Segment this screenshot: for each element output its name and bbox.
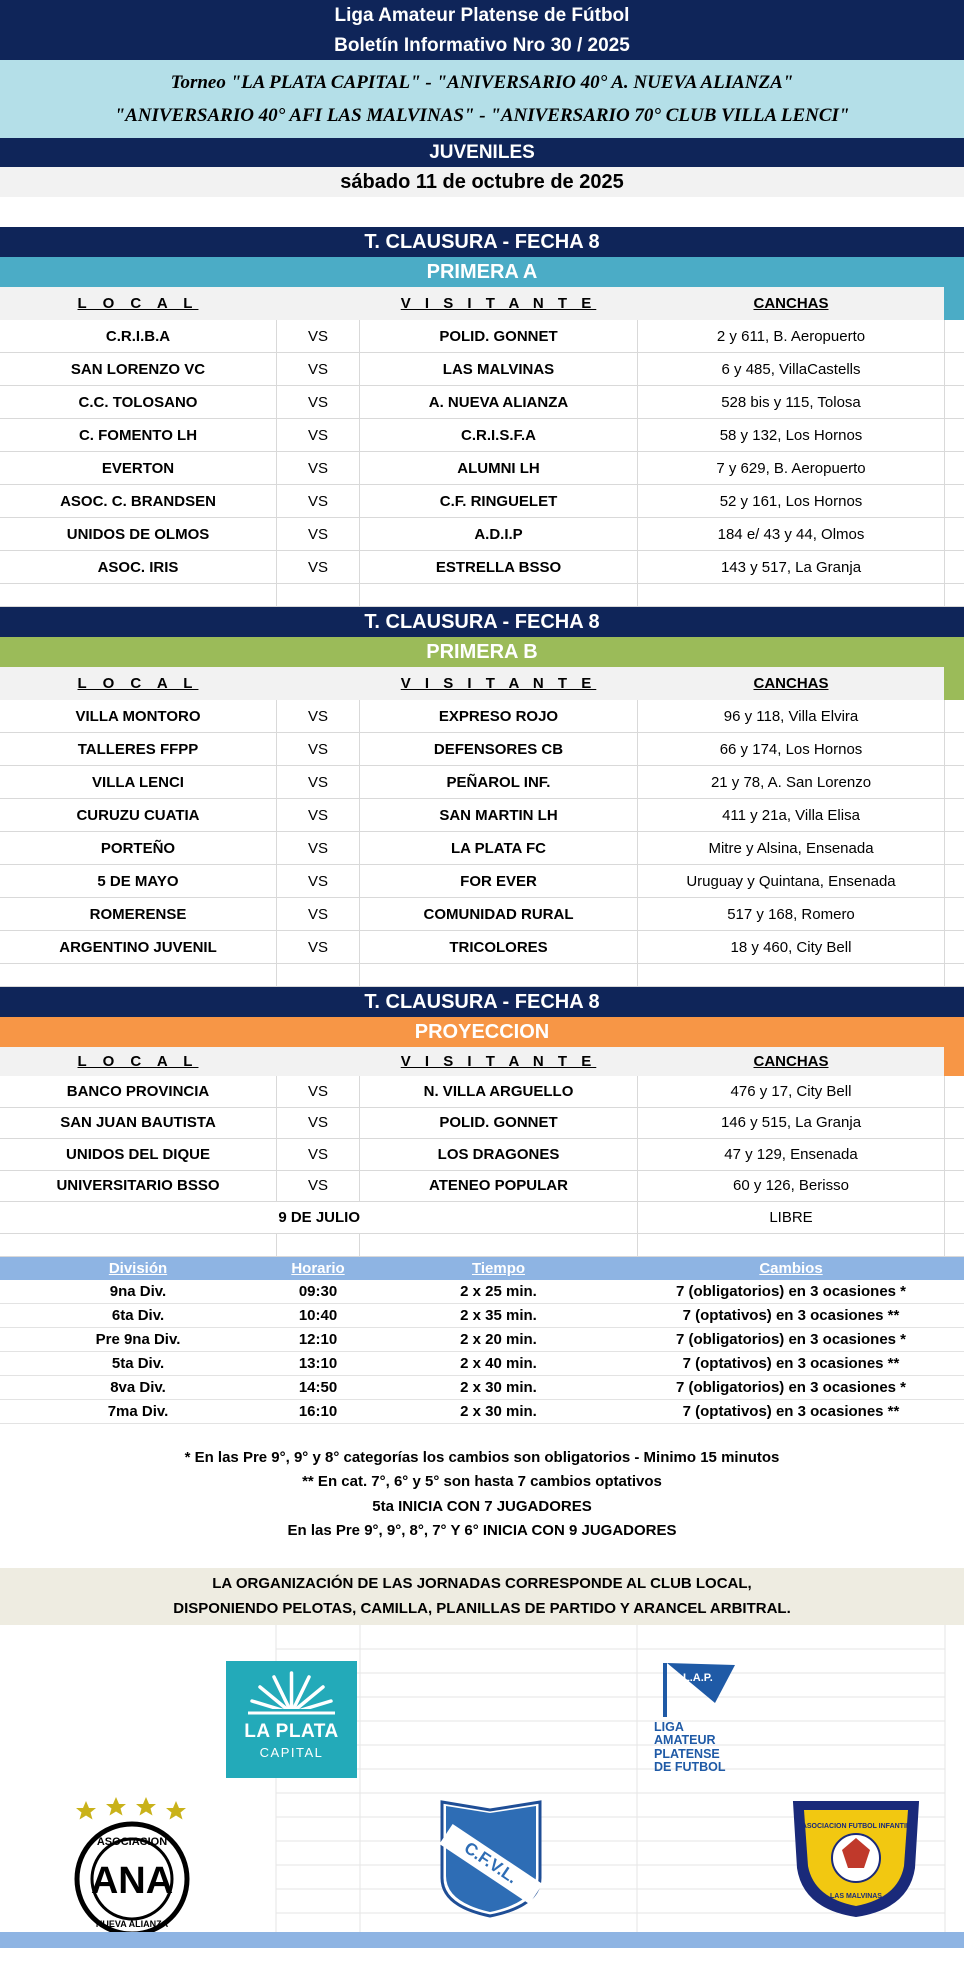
- logos-area: [0, 1625, 964, 1948]
- header-canchas: CANCHAS: [753, 675, 829, 692]
- table-row: [0, 419, 964, 452]
- schedule-horario: 16:10: [298, 1402, 338, 1420]
- venue: 6 y 485, VillaCastells: [637, 353, 945, 385]
- header-canchas: CANCHAS: [753, 295, 829, 312]
- local-team: ARGENTINO JUVENIL: [59, 938, 217, 956]
- venue: Uruguay y Quintana, Ensenada: [637, 865, 945, 897]
- visiting-team: LA PLATA FC: [451, 839, 546, 857]
- note-line: 5ta INICIA CON 7 JUGADORES: [372, 1497, 592, 1515]
- local-team: ASOC. IRIS: [97, 558, 179, 576]
- local-team: BANCO PROVINCIA: [66, 1082, 210, 1100]
- visiting-team: DEFENSORES CB: [433, 740, 564, 758]
- schedule-row: [0, 1280, 964, 1304]
- section-title-primera-a: T. CLAUSURA - FECHA 8: [0, 227, 964, 257]
- header-local: L O C A L: [77, 295, 199, 312]
- visiting-team: SAN MARTIN LH: [439, 806, 558, 824]
- header-local: L O C A L: [77, 675, 199, 692]
- ana-club-crest: [74, 1797, 194, 1937]
- fixtures-table-proyeccion: [0, 1047, 964, 1257]
- bye-label: LIBRE: [637, 1202, 945, 1233]
- local-team: C.R.I.B.A: [105, 327, 171, 345]
- visiting-team: TRICOLORES: [449, 938, 548, 956]
- schedule-tiempo: 2 x 25 min.: [460, 1282, 537, 1300]
- fixtures-table-primera-b: [0, 667, 964, 987]
- visiting-team: N. VILLA ARGUELLO: [423, 1082, 574, 1100]
- table-row: [0, 485, 964, 518]
- schedule-header: [0, 1257, 964, 1280]
- schedule-rows: [0, 1280, 964, 1424]
- venue: 7 y 629, B. Aeropuerto: [637, 452, 945, 484]
- schedule-cambios: 7 (obligatorios) en 3 ocasiones *: [675, 1282, 907, 1300]
- local-team: PORTEÑO: [100, 839, 176, 857]
- venue: 52 y 161, Los Hornos: [637, 485, 945, 517]
- torneo-line-2: "ANIVERSARIO 40° AFI LAS MALVINAS" - "ANIVERSARIO 70° CLUB VILLA LENCI": [114, 104, 850, 126]
- header-visitante: V I S I T A N T E: [400, 295, 597, 312]
- vs-label: VS: [276, 766, 360, 798]
- section-title-proyeccion: T. CLAUSURA - FECHA 8: [0, 987, 964, 1017]
- vs-label: VS: [276, 733, 360, 765]
- visiting-team: PEÑAROL INF.: [446, 773, 551, 791]
- table-row: [0, 551, 964, 584]
- malvinas-top-text: ASOCIACION FUTBOL INFANTIL: [801, 1822, 911, 1830]
- venue: 96 y 118, Villa Elvira: [637, 700, 945, 732]
- header-local: L O C A L: [77, 1053, 199, 1070]
- division-title-primera-b: PRIMERA B: [0, 637, 964, 667]
- local-team: CURUZU CUATIA: [76, 806, 200, 824]
- venue: 146 y 515, La Granja: [637, 1108, 945, 1139]
- vs-label: VS: [276, 452, 360, 484]
- schedule-horario: 13:10: [298, 1354, 338, 1372]
- venue: 60 y 126, Berisso: [637, 1171, 945, 1202]
- torneo-line-1: Torneo "LA PLATA CAPITAL" - "ANIVERSARIO 40° A. NUEVA ALIANZA": [170, 71, 794, 93]
- venue: 66 y 174, Los Hornos: [637, 733, 945, 765]
- venue: 2 y 611, B. Aeropuerto: [637, 320, 945, 352]
- fixture-rows: [0, 700, 964, 964]
- table-header: [0, 287, 964, 320]
- vs-label: VS: [276, 320, 360, 352]
- logo-text-capital: CAPITAL: [259, 1744, 324, 1760]
- visiting-team: A. NUEVA ALIANZA: [428, 393, 569, 411]
- bye-row: [0, 1202, 964, 1234]
- schedule-row: [0, 1352, 964, 1376]
- table-row: [0, 700, 964, 733]
- bye-team: 9 DE JULIO: [278, 1208, 360, 1226]
- table-row: [0, 353, 964, 386]
- schedule-horario: 09:30: [298, 1282, 338, 1300]
- schedule-cambios: 7 (obligatorios) en 3 ocasiones *: [675, 1378, 907, 1396]
- local-team: UNIDOS DEL DIQUE: [66, 1145, 210, 1163]
- table-row: [0, 733, 964, 766]
- stars-icon: [76, 1797, 186, 1820]
- header-tiempo: Tiempo: [471, 1259, 526, 1277]
- local-team: 5 DE MAYO: [97, 872, 179, 890]
- venue: Mitre y Alsina, Ensenada: [637, 832, 945, 864]
- table-row: [0, 1139, 964, 1171]
- vs-label: VS: [276, 832, 360, 864]
- schedule-row: [0, 1400, 964, 1424]
- visiting-team: A.D.I.P: [474, 525, 523, 543]
- vs-label: VS: [276, 485, 360, 517]
- venue: 143 y 517, La Granja: [637, 551, 945, 583]
- table-row: [0, 799, 964, 832]
- header-visitante: V I S I T A N T E: [400, 1053, 597, 1070]
- schedule-division: Pre 9na Div.: [95, 1330, 181, 1348]
- schedule-division: 9na Div.: [109, 1282, 167, 1300]
- table-row: [0, 898, 964, 931]
- org-line: LA ORGANIZACIÓN DE LAS JORNADAS CORRESPONDE AL CLUB LOCAL,: [212, 1575, 752, 1592]
- venue: 528 bis y 115, Tolosa: [637, 386, 945, 418]
- visiting-team: FOR EVER: [460, 872, 537, 890]
- header-cambios: Cambios: [759, 1259, 823, 1277]
- schedule-tiempo: 2 x 20 min.: [460, 1330, 537, 1348]
- fixtures-table-primera-a: [0, 287, 964, 607]
- table-row: [0, 386, 964, 419]
- vs-label: VS: [276, 1108, 360, 1139]
- local-team: C. FOMENTO LH: [78, 426, 198, 444]
- spacer: [0, 197, 964, 227]
- table-row: [0, 931, 964, 964]
- bottom-strip: [0, 1932, 964, 1948]
- cfvl-text: C.F.V.L.: [460, 1837, 521, 1887]
- vs-label: VS: [276, 931, 360, 963]
- malvinas-club-crest: [790, 1798, 922, 1918]
- venue: 47 y 129, Ensenada: [637, 1139, 945, 1170]
- division-title-primera-a: PRIMERA A: [0, 257, 964, 287]
- venue: 18 y 460, City Bell: [637, 931, 945, 963]
- schedule-division: 8va Div.: [110, 1378, 166, 1396]
- schedule-horario: 10:40: [298, 1306, 338, 1324]
- visiting-team: ESTRELLA BSSO: [435, 558, 562, 576]
- rules-notes: [0, 1424, 964, 1568]
- table-header: [0, 667, 964, 700]
- ana-center-text: ANA: [90, 1859, 174, 1902]
- table-row: [0, 865, 964, 898]
- category-title: JUVENILES: [0, 138, 964, 167]
- table-row: [0, 452, 964, 485]
- venue: 411 y 21a, Villa Elisa: [637, 799, 945, 831]
- local-team: EVERTON: [101, 459, 175, 477]
- venue: 476 y 17, City Bell: [637, 1076, 945, 1107]
- table-row: [0, 1171, 964, 1203]
- header-visitante: V I S I T A N T E: [400, 675, 597, 692]
- table-row: [0, 1076, 964, 1108]
- vs-label: VS: [276, 898, 360, 930]
- fixture-rows: [0, 320, 964, 584]
- visiting-team: ATENEO POPULAR: [429, 1177, 568, 1195]
- malvinas-bottom-text: LAS MALVINAS: [830, 1892, 882, 1900]
- schedule-tiempo: 2 x 40 min.: [460, 1354, 537, 1372]
- visiting-team: C.R.I.S.F.A: [460, 426, 536, 444]
- venue: 184 e/ 43 y 44, Olmos: [637, 518, 945, 550]
- ana-top-text: ASOCIACION: [96, 1835, 168, 1848]
- visiting-team: LAS MALVINAS: [442, 360, 555, 378]
- venue: 58 y 132, Los Hornos: [637, 419, 945, 451]
- local-team: UNIDOS DE OLMOS: [66, 525, 210, 543]
- la-plata-capital-logo: [226, 1661, 357, 1778]
- empty-row: [0, 1234, 964, 1257]
- local-team: TALLERES FFPP: [77, 740, 199, 758]
- vs-label: VS: [276, 386, 360, 418]
- visiting-team: EXPRESO ROJO: [438, 707, 559, 725]
- vs-label: VS: [276, 518, 360, 550]
- league-title: Liga Amateur Platense de Fútbol: [0, 0, 964, 31]
- vs-label: VS: [276, 865, 360, 897]
- schedule-tiempo: 2 x 30 min.: [460, 1402, 537, 1420]
- local-team: VILLA LENCI: [92, 773, 184, 791]
- vs-label: VS: [276, 700, 360, 732]
- fixture-rows: [0, 1076, 964, 1202]
- local-team: ASOC. C. BRANDSEN: [60, 492, 216, 510]
- local-team: ROMERENSE: [89, 905, 187, 923]
- visiting-team: POLID. GONNET: [439, 1114, 558, 1132]
- visiting-team: ALUMNI LH: [457, 459, 540, 477]
- schedule-tiempo: 2 x 35 min.: [460, 1306, 537, 1324]
- schedule-table: [0, 1257, 964, 1424]
- logo-text-la-plata: LA PLATA: [244, 1720, 339, 1742]
- visiting-team: C.F. RINGUELET: [439, 492, 558, 510]
- header-horario: Horario: [291, 1259, 345, 1277]
- schedule-division: 7ma Div.: [107, 1402, 169, 1420]
- schedule-cambios: 7 (obligatorios) en 3 ocasiones *: [675, 1330, 907, 1348]
- schedule-division: 5ta Div.: [111, 1354, 165, 1372]
- table-row: [0, 518, 964, 551]
- table-header: [0, 1047, 964, 1076]
- empty-row: [0, 964, 964, 987]
- schedule-division: 6ta Div.: [111, 1306, 165, 1324]
- schedule-cambios: 7 (optativos) en 3 ocasiones **: [682, 1354, 900, 1372]
- venue: 517 y 168, Romero: [637, 898, 945, 930]
- section-title-primera-b: T. CLAUSURA - FECHA 8: [0, 607, 964, 637]
- vs-label: VS: [276, 551, 360, 583]
- visiting-team: POLID. GONNET: [439, 327, 558, 345]
- local-team: SAN JUAN BAUTISTA: [60, 1114, 216, 1132]
- schedule-horario: 14:50: [298, 1378, 338, 1396]
- schedule-cambios: 7 (optativos) en 3 ocasiones **: [682, 1306, 900, 1324]
- note-line: ** En cat. 7°, 6° y 5° son hasta 7 cambios optativos: [302, 1473, 662, 1490]
- match-date: sábado 11 de octubre de 2025: [0, 167, 964, 197]
- local-team: VILLA MONTORO: [75, 707, 201, 725]
- header-canchas: CANCHAS: [753, 1053, 829, 1070]
- table-row: [0, 320, 964, 353]
- schedule-row: [0, 1304, 964, 1328]
- local-team: C.C. TOLOSANO: [78, 393, 198, 411]
- schedule-row: [0, 1328, 964, 1352]
- vs-label: VS: [276, 1139, 360, 1170]
- schedule-row: [0, 1376, 964, 1400]
- schedule-cambios: 7 (optativos) en 3 ocasiones **: [682, 1402, 900, 1420]
- local-team: SAN LORENZO VC: [70, 360, 206, 378]
- schedule-tiempo: 2 x 30 min.: [460, 1378, 537, 1396]
- note-line: * En las Pre 9°, 9° y 8° categorías los cambios son obligatorios - Minimo 15 minutos: [184, 1448, 780, 1466]
- visiting-team: COMUNIDAD RURAL: [423, 905, 574, 923]
- local-team: UNIVERSITARIO BSSO: [56, 1177, 220, 1195]
- division-title-proyeccion: PROYECCION: [0, 1017, 964, 1047]
- note-line: En las Pre 9°, 9°, 8°, 7° Y 6° INICIA CON 9 JUGADORES: [287, 1522, 677, 1539]
- empty-row: [0, 584, 964, 607]
- vs-label: VS: [276, 1076, 360, 1107]
- vs-label: VS: [276, 799, 360, 831]
- table-row: [0, 832, 964, 865]
- lap-flag-text: L.A.P.: [683, 1671, 713, 1684]
- torneo-banner: [0, 60, 964, 138]
- visiting-team: LOS DRAGONES: [437, 1145, 560, 1163]
- ana-bottom-text: NUEVA ALIANZA: [95, 1918, 169, 1929]
- venue: 21 y 78, A. San Lorenzo: [637, 766, 945, 798]
- org-line: DISPONIENDO PELOTAS, CAMILLA, PLANILLAS DE PARTIDO Y ARANCEL ARBITRAL.: [173, 1600, 791, 1617]
- organization-notice: [0, 1568, 964, 1625]
- schedule-horario: 12:10: [298, 1330, 338, 1348]
- bulletin-number: Boletín Informativo Nro 30 / 2025: [0, 31, 964, 60]
- sunburst-icon: [226, 1661, 357, 1721]
- table-row: [0, 1108, 964, 1140]
- cfvl-club-crest: [440, 1798, 542, 1918]
- vs-label: VS: [276, 353, 360, 385]
- vs-label: VS: [276, 1171, 360, 1202]
- vs-label: VS: [276, 419, 360, 451]
- table-row: [0, 766, 964, 799]
- header-division: División: [108, 1259, 168, 1277]
- lap-logo-text: LIGA AMATEUR PLATENSE DE FUTBOL: [654, 1719, 726, 1774]
